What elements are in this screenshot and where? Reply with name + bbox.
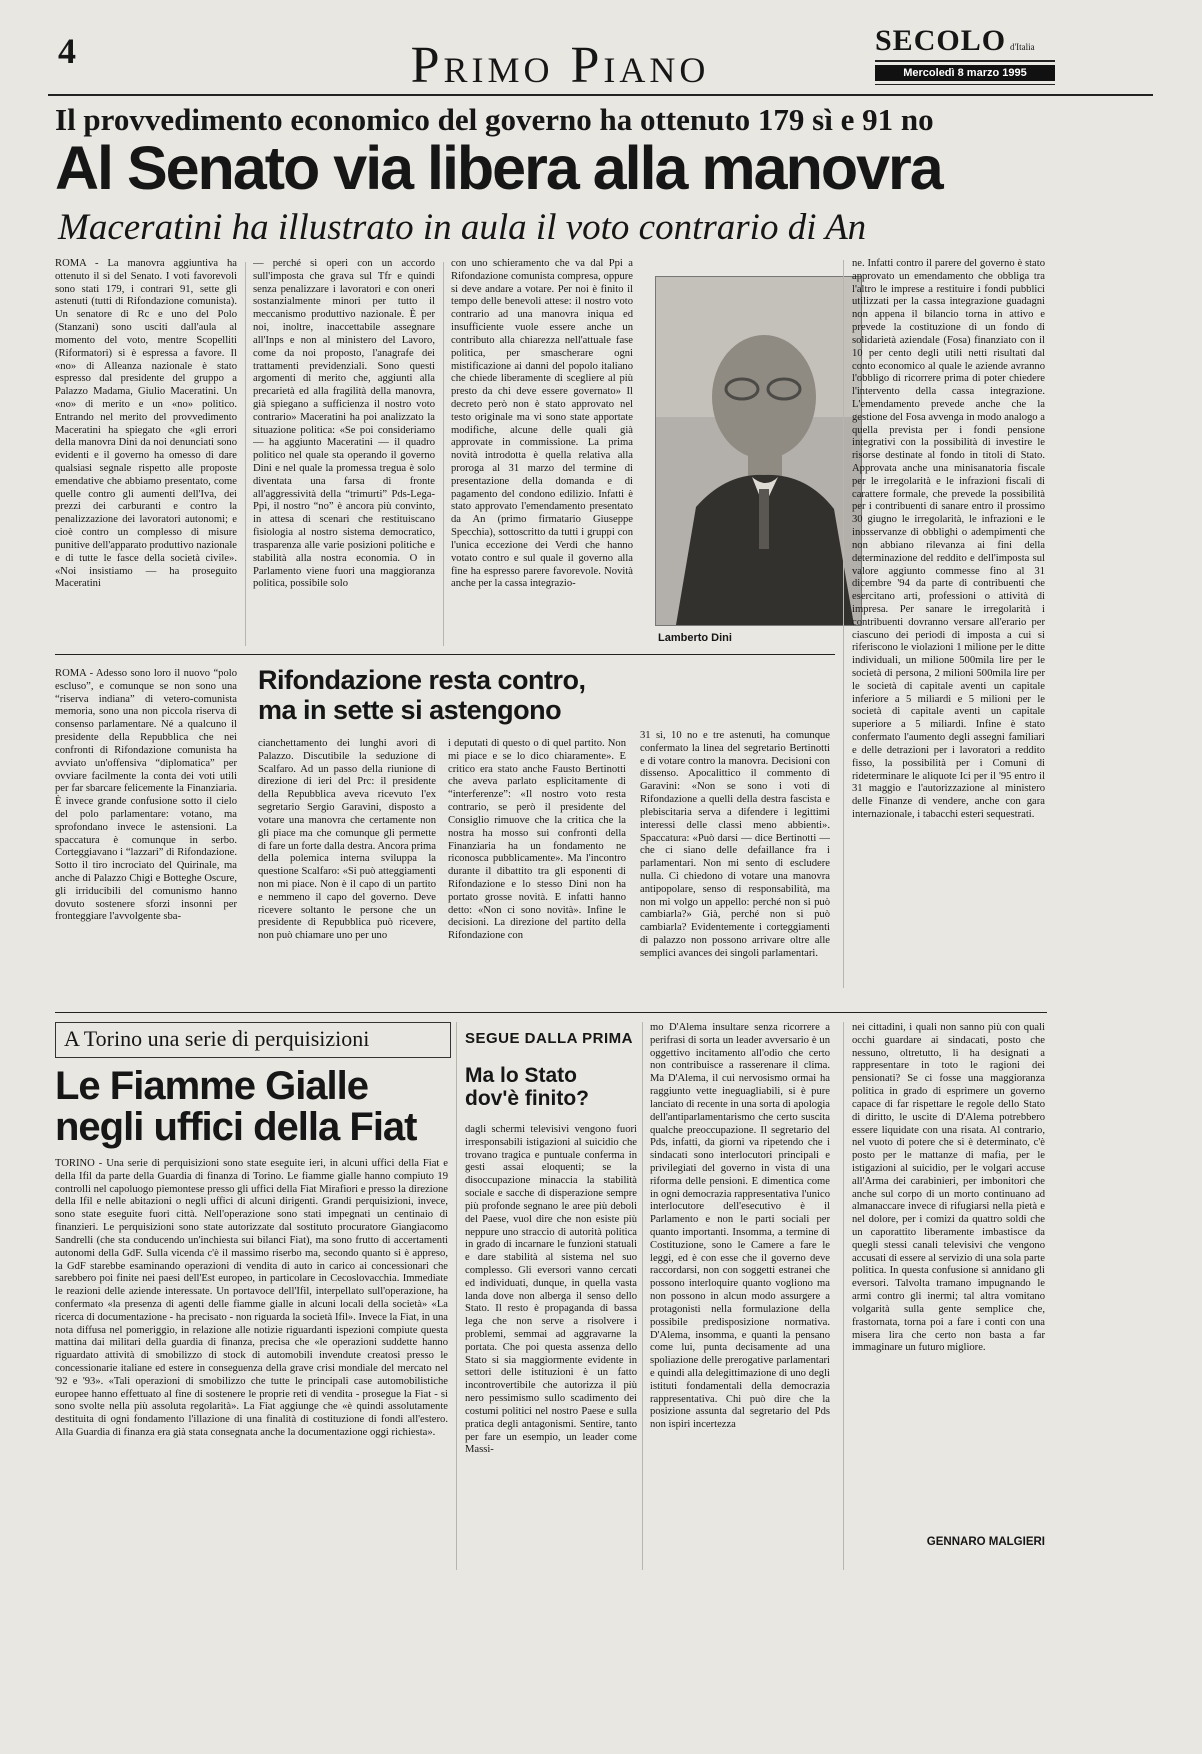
lead-column-4: ne. Infatti contro il parere del governo è stato approvato un emendamento che obbliga tra l'altro le imprese a restituire i fondi pubblici utilizzati per la cassa integrazione guadagni non appena il bilancio torna in attivo e prevede la costituzione di un fondo di solidarietà aziendale (Fosa) finanziato con il 10 per cento degli utili netti risultati dal conto economico al quale le aziende avranno l'obbligo di ricorrere prima di poter chiedere l'intervento della cassa integrazione. L'emendamento prevede anche che la gestione del Fosa avvenga in modo analogo a quella prevista per i fondi pensione integrativi con la possibilità di investire le risorse destinate al fondo in titoli di Stato. Approvata anche una minisanatoria fiscale per le irregolarità e le infrazioni fiscali di carattere formale, che prevede la possibilità per i contribuenti di sanare entro il prossimo 30 giugno le irregolarità, le infrazioni e le inosservanze di obblighi o adempimenti che non abbiano rilevanza ai fini della determinazione del reddito e dell'imposta sul valore aggiunto commesse fino al 31 dicembre '94 da parte di contribuenti che esercitano arti, professioni o attività di impresa. Per sanare le irregolarità i contribuenti dovranno versare all'erario per ciascuno dei periodi di imposta a cui si riferiscono le violazioni 1 milione per le ditte individuali, un milione 500mila lire per le società di persona, 2 milioni 500mila lire per le società di capitale aventi un capitale inferiore a 5 miliardi e 5 milioni per le società di capitale aventi un capitale superiore a 5 miliardi. Infine è stato confermato l'aumento degli assegni familiari e delle detrazioni per i lavoratori a reddito fisso, la possibilità per i Comuni di rideterminare le aliquote Ici per il '95 entro il 31 maggio e l'autorizzazione al ministero delle Finanze di vendere, anche con gara internazionale, i tabacchi esteri sequestrati. — [852, 258, 1045, 820]
page-number: 4 — [58, 31, 76, 71]
divider — [642, 1022, 643, 1570]
byline: GENNARO MALGIERI — [926, 1536, 1045, 1548]
section-rule — [55, 654, 835, 655]
fiat-kicker: A Torino una serie di perquisizioni — [55, 1022, 451, 1058]
fiat-headline-line2: negli uffici della Fiat — [55, 1104, 417, 1149]
fiat-body: TORINO - Una serie di perquisizioni sono state eseguite ieri, in alcuni uffici della Fiat e della Ifil da parte della Guardia di finanza di Torino. Le fiamme gialle hanno compiuto 19 controlli nel capoluogo piemontese presso gli uffici della Fiat Mirafiori e presso la direzione della Ifil e nelle abitazioni o negli uffici di alcuni dirigenti. Grandi perquisizioni, invece, sono state eseguite fuori città. Nell'operazione sono stati impegnati un centinaio di finanzieri. Le perquisizioni sono state autorizzate dal sostituto procuratore Giangiacomo Sandrelli (che sta conducendo un'inchiesta sui bilanci Fiat), ma sono frutto di accertamenti autonomi della GdF. Sulla vicenda c'è il massimo riserbo ma, secondo quanto si è appreso, la GdF starebbe esaminando operazioni di vendita di auto in carico ai concessionari che sarebbero poi finite nei paesi dell'Est europeo, in particolare in Cecoslovacchia. Immediate le reazioni delle aziende interessate. Un portavoce dell'Ifil, interpellato sull'operazione, ha confermato «la presenza di agenti delle fiamme gialle in alcuni locali della società» «La ricerca di documentazione - ha precisato - non riguarda la società Ifil». Invece la Fiat, in una nota diffusa nel pomeriggio, in relazione alle notizie riguardanti ispezioni compiute questa mattina dai militari della guardia di finanza, precisa che «le operazioni suddette hanno riguardato attività di smobilizzo di stock di automobili invendute creatosi presso le concessionarie italiane ed estere in conseguenza della grave crisi mondiale del mercato nel '92 e '93». «Tali operazioni di smobilizzo che tutte le principali case automobilistiche europee hanno effettuato al fine di sostenere le proprie reti di vendita - prosegue la Fiat - si sono svolte nella più assoluta regolarità». La Fiat aggiunge che «è quindi assolutamente destituita di ogni fondamento l'illazione di una finalità di costituzione di fondi all'estero. Alla Guardia di finanza era già stata consegnata anche la documentazione oggi richiesta». — [55, 1158, 448, 1439]
masthead-rule-top — [875, 60, 1055, 62]
segue-label: SEGUE DALLA PRIMA — [465, 1030, 633, 1047]
divider — [456, 1022, 457, 1570]
divider — [843, 1022, 844, 1570]
masthead-rule-bottom — [875, 84, 1055, 85]
header-rule — [48, 94, 1153, 96]
segue-column-1: dagli schermi televisivi vengono fuori irresponsabili istigazioni al suicidio che trovano tragica e puntuale conferma in gesti assai eloquenti; se la disoccupazione minaccia la stabilità sociale e sacche di disperazione sempre più profonde segnano le aree più deboli del Paese, vuol dire che non esiste più neppure uno straccio di autorità politica in grado di incarnare le funzioni statuali e dare stabilità al sistema nel suo complesso. Gli eversori vanno cercati ed individuati, dunque, in quella vasta landa dove non alberga il senso dello Stato. Il resto è propaganda di bassa lega che non serve a risolvere i problemi, semmai ad aggravarne la portata. Che poi questa assenza dello Stato si sia maggiormente evidente in settori delle istituzioni è un fatto incontrovertibile che autorizza il più nero pessimismo sullo scadimento dei costumi politici nel nostro Paese e sulla pratica degli antagonismi. Sentire, tanto per fare un esempio, un leader come Massi- — [465, 1124, 637, 1456]
divider — [443, 262, 444, 646]
masthead-title: SECOLO — [875, 24, 1007, 57]
photo-caption: Lamberto Dini — [658, 632, 732, 644]
masthead-subtitle: d'Italia — [1010, 42, 1035, 52]
section-title: Primo Piano — [410, 37, 710, 94]
photo-silhouette — [656, 277, 861, 625]
rifondazione-column-2: i deputati di questo o di quel partito. Non mi piace e se lo dico chiaramente». E critico era stato anche Fausto Bertinotti che aveva parlato esplicitamente di “interferenze”: «Il nostro voto resta contrario, se però il presidente del Consiglio rimuove che la critica che la nostra ha mosso sui confronti della Finanziaria ha un fondamento ne riconosca pubblicamente». Ma l'incontro durante il dibattito tra gli esponenti di Rifondazione e lo stesso Dini non ha portato grosse novità. E infatti hanno detto: «Non ci sono novità». Infine le decisioni. La direzione del partito della Rifondazione con — [448, 738, 626, 942]
divider — [245, 262, 246, 646]
segue-column-2: mo D'Alema insultare senza ricorrere a perifrasi di sorta un leader avversario è un oggettivo incitamento all'odio che certo non contribuisce a rasserenare il clima. Ma D'Alema, il cui nervosismo ormai ha raggiunto vette ineguagliabili, si è pure lanciato di recente in una sorta di apologia dell'antiparlamentarismo che certo suscita qualche preoccupazione. Il segretario del Pds, infatti, da giorni va ripetendo che i sindacati sono interlocutori principali e privilegiati del governo in vista di una riforma delle pensioni. E dimentica come in ogni democrazia rappresentativa l'unico interlocutore dell'esecutivo è il Parlamento e non le parti sociali per quanto importanti. Insomma, a termine di Costituzione, sono le Camere a fare le leggi, ed è con esse che il governo deve raccordarsi, non con soggetti estranei che possono interloquire quanto vogliono ma non possono in alcun modo assurgere a protagonisti nella formulazione della possibile predisposizione normativa. D'Alema, insomma, e quanti la pensano come lui, punta decisamente ad una spoliazione delle prerogative parlamentari e quindi alla delegittimazione di uno degli istituti fondamentali della democrazia rappresentativa. Chi può dire che la posizione assunta dal segretario del Pds non ispiri incertezza — [650, 1022, 830, 1431]
masthead-date: Mercoledì 8 marzo 1995 — [875, 65, 1055, 81]
rifondazione-headline-line2: ma in sette si astengono — [258, 694, 562, 725]
lead-subhead: Maceratini ha illustrato in aula il voto contrario di An — [58, 207, 867, 248]
lead-column-3: con uno schieramento che va dal Ppi a Rifondazione comunista compresa, oppure si deve andare a votare. Per noi è finito il tempo delle benevoli attese: il nostro voto contrario ad una manovra iniqua ed insufficiente vuole essere anche un contributo alla chiarezza nell'attuale fase politica, per smascherare ogni mistificazione ai danni del popolo italiano che chiede liberamente di scegliere al più presto da chi deve essere governato» Il decreto però non è stato approvato nel testo originale ma vi sono state apportate modifiche, alcune delle quali già approvate in commissione. La prima novità introdotta è quella relativa alla proroga al 31 marzo del termine di presentazione della domanda e di pagamento del condono edilizio. Infatti è stato approvato l'emendamento presentato da An (primo firmatario Giuseppe Specchia), sottoscritto da tutti i gruppi con l'unica eccezione dei Verdi che hanno votato contro e sul quale il governo alla fine ha espresso parere favorevole. Novità anche per la cassa integrazio- — [451, 258, 633, 590]
bottom-section-rule — [55, 1012, 1047, 1013]
lead-kicker: Il provvedimento economico del governo ha ottenuto 179 sì e 91 no — [55, 102, 934, 137]
lead-column-2: — perché si operi con un accordo sull'imposta che grava sul Tfr e quindi senza penalizzare i lavoratori e con oneri sostanzialmente minori per tutto il meccanismo produttivo nazionale. È per noi, inoltre, inaccettabile assegnare all'Inps e non al ministero del Lavoro, come da noi proposto, l'anagrafe dei trattamenti previdenziali. Sono questi argomenti di merito che, aggiunti alla precarietà ed alla fragilità della manovra, già spiegano a sufficienza il nostro voto contrario» Maceratini ha poi analizzato la situazione politica: «Se poi consideriamo — ha aggiunto Maceratini — il quadro politico nel quale sta operando il governo Dini e nel quale la promessa tregua è solo diventata una farsa di fronte all'aggressività della “trimurti” Pds-Lega-Ppi, il nostro “no” è ancora più convinto, in attesa di scenari che restituiscano fisiologia al nostro sistema democratico, trasparenza alle varie posizioni politiche e stabilità alla nostra economia. O in Parlamento viene fuori una maggioranza politica, possibile solo — [253, 258, 435, 590]
photo-lamberto-dini — [655, 276, 862, 626]
rifondazione-headline-line1: Rifondazione resta contro, — [258, 665, 586, 695]
segue-headline-line2: dov'è finito? — [465, 1087, 589, 1111]
lead-headline: Al Senato via libera alla manovra — [55, 134, 942, 202]
fiat-headline-line1: Le Fiamme Gialle — [55, 1064, 369, 1108]
segue-column-3: nei cittadini, i quali non sanno più con quali occhi guardare ai sindacati, posto che nessuno, oltretutto, li ha designati a rappresentare in toto le ragioni dei pensionati? Se ci fosse una maggioranza politica in grado di esprimere un governo capace di far rispettare le regole dello Stato di diritto, le uscite di D'Alema potrebbero essere liquidate con una risata. Al contrario, nel vuoto di potere che si è determinato, c'è posto per le mattanze di mafia, per le istigazioni al suicidio, per le volgari accuse all'Arma dei carabinieri, per imbonitori che anche sul corpo di un morto continuano ad almanaccare invece di rifugiarsi nella pietà e nel dolore, per i comizi da quattro soldi che un caporattito liberamente imbastisce da quegli stessi canali televisivi che vengono accusati di essere al servizio di una sola parte politica. In questa confusione si annidano gli eversori. Talvolta tramano impugnando le armi contro gli inermi; tal altra vomitano volgarità sulla gente semplice che, frastornata, torna poi a fare i conti con una misera lira che certo non basta a far immaginare un futuro migliore. — [852, 1022, 1045, 1354]
segue-headline-line1: Ma lo Stato — [465, 1064, 578, 1087]
segue-headline — [465, 1064, 645, 1110]
rifondazione-column-1: cianchettamento dei lunghi avori di Palazzo. Discutibile la seduzione di Scalfaro. Ad un passo della riunione di direzione di ieri del Prc: il presidente della Repubblica aveva ricevuto l'ex segretario Sergio Garavini, disposto a votare una manovra che certamente non gli piace ma che comunque gli permette di fare un forte dalla destra. Ancora prima della polemica interna sviluppa la questione Scalfaro: «Si può atteggiamenti non mi piace. Non è il capo di un partito e nemmeno il capo del governo. Deve ricevere soltanto le persone che un presidente di Repubblica può ricevere, non può chiamare uno per uno — [258, 738, 436, 942]
masthead — [875, 24, 1055, 85]
rifondazione-headline — [258, 666, 658, 725]
divider — [843, 260, 844, 988]
fiat-headline — [55, 1066, 450, 1148]
rifondazione-column-3: 31 sì, 10 no e tre astenuti, ha comunque confermato la linea del segretario Bertinotti e di votare contro la manovra. Decisioni con dissenso. Apocalittico il commento di Garavini: «Non se sono i voti di Rifondazione a quelli della destra fascista e plebiscitaria serva a difendere i legittimi interessi delle classi meno abbienti». Spaccatura: «Può darsi — dice Bertinotti — che ci siano delle defaillance fra i parlamentari. Non mi sento di escludere nulla. Ci chiedono di votare una manovra antipopolare, senso di responsabilità, ma non mi volgo un appello: perché non si può cambiarla?» Già, perché non si può cambiarla? Evidentemente i corteggiamenti di palazzo non possono arrivare oltre alle semplici avances dei singoli parlamentari. — [640, 730, 830, 959]
rifondazione-intro-column: ROMA - Adesso sono loro il nuovo “polo escluso”, e comunque se non sono una “riserva indiana” di vetero-comunista memoria, sono una non piccola riserva di consenso parlamentare. Né a qualcuno il presidente della Repubblica che nei confronti di Rifondazione comunista ha avviato un'offensiva “diplomatica” per ovviare facilmente la conta dei voti utili per far sbarcare felicemente la Finanziaria. È invece grande confusione sotto il cielo del polo parlamentare: votano, ma sprofondano invece le astensioni. La spaccatura è comunque in serbo. Corteggiavano i “lazzari” di Rifondazione. Sotto il tiro incrociato del Quirinale, ma anche di Palazzo Chigi e Botteghe Oscure, gli irriducibili del comunismo hanno dovuto sostenere sforzi insonni per fronteggiare l'avvolgente sba- — [55, 668, 237, 923]
lead-column-1: ROMA - La manovra aggiuntiva ha ottenuto il sì del Senato. I voti favorevoli sono stati 179, i contrari 91, sette gli astenuti (tutti di Rifondazione comunista). Un senatore di Rc e uno del Polo (Stanzani) sono usciti dall'aula al momento del voto, mentre Scopelliti (Riformatori) si è espressa a favore. Il «no» di Alleanza nazionale è stato espresso dal presidente del gruppo a Palazzo Madama, Giulio Maceratini. Un «no» di merito e un «no» politico. Entrando nel merito del provvedimento Maceratini ha spiegato che «gli errori della manovra Dini da noi denunciati sono evidenti e il governo ha omesso di dare qualsiasi segnale rispetto alle proposte emendative che abbiamo presentato, come quelle contro gli aumenti dell'Iva, dei prezzi dei carburanti e contro la penalizzazione dei lavoratori autonomi; e cioè contro un complesso di misure punitive dell'apparato produttivo nazionale e di tutte le fasce della società civile». «Noi insistiamo — ha proseguito Maceratini — [55, 258, 237, 590]
